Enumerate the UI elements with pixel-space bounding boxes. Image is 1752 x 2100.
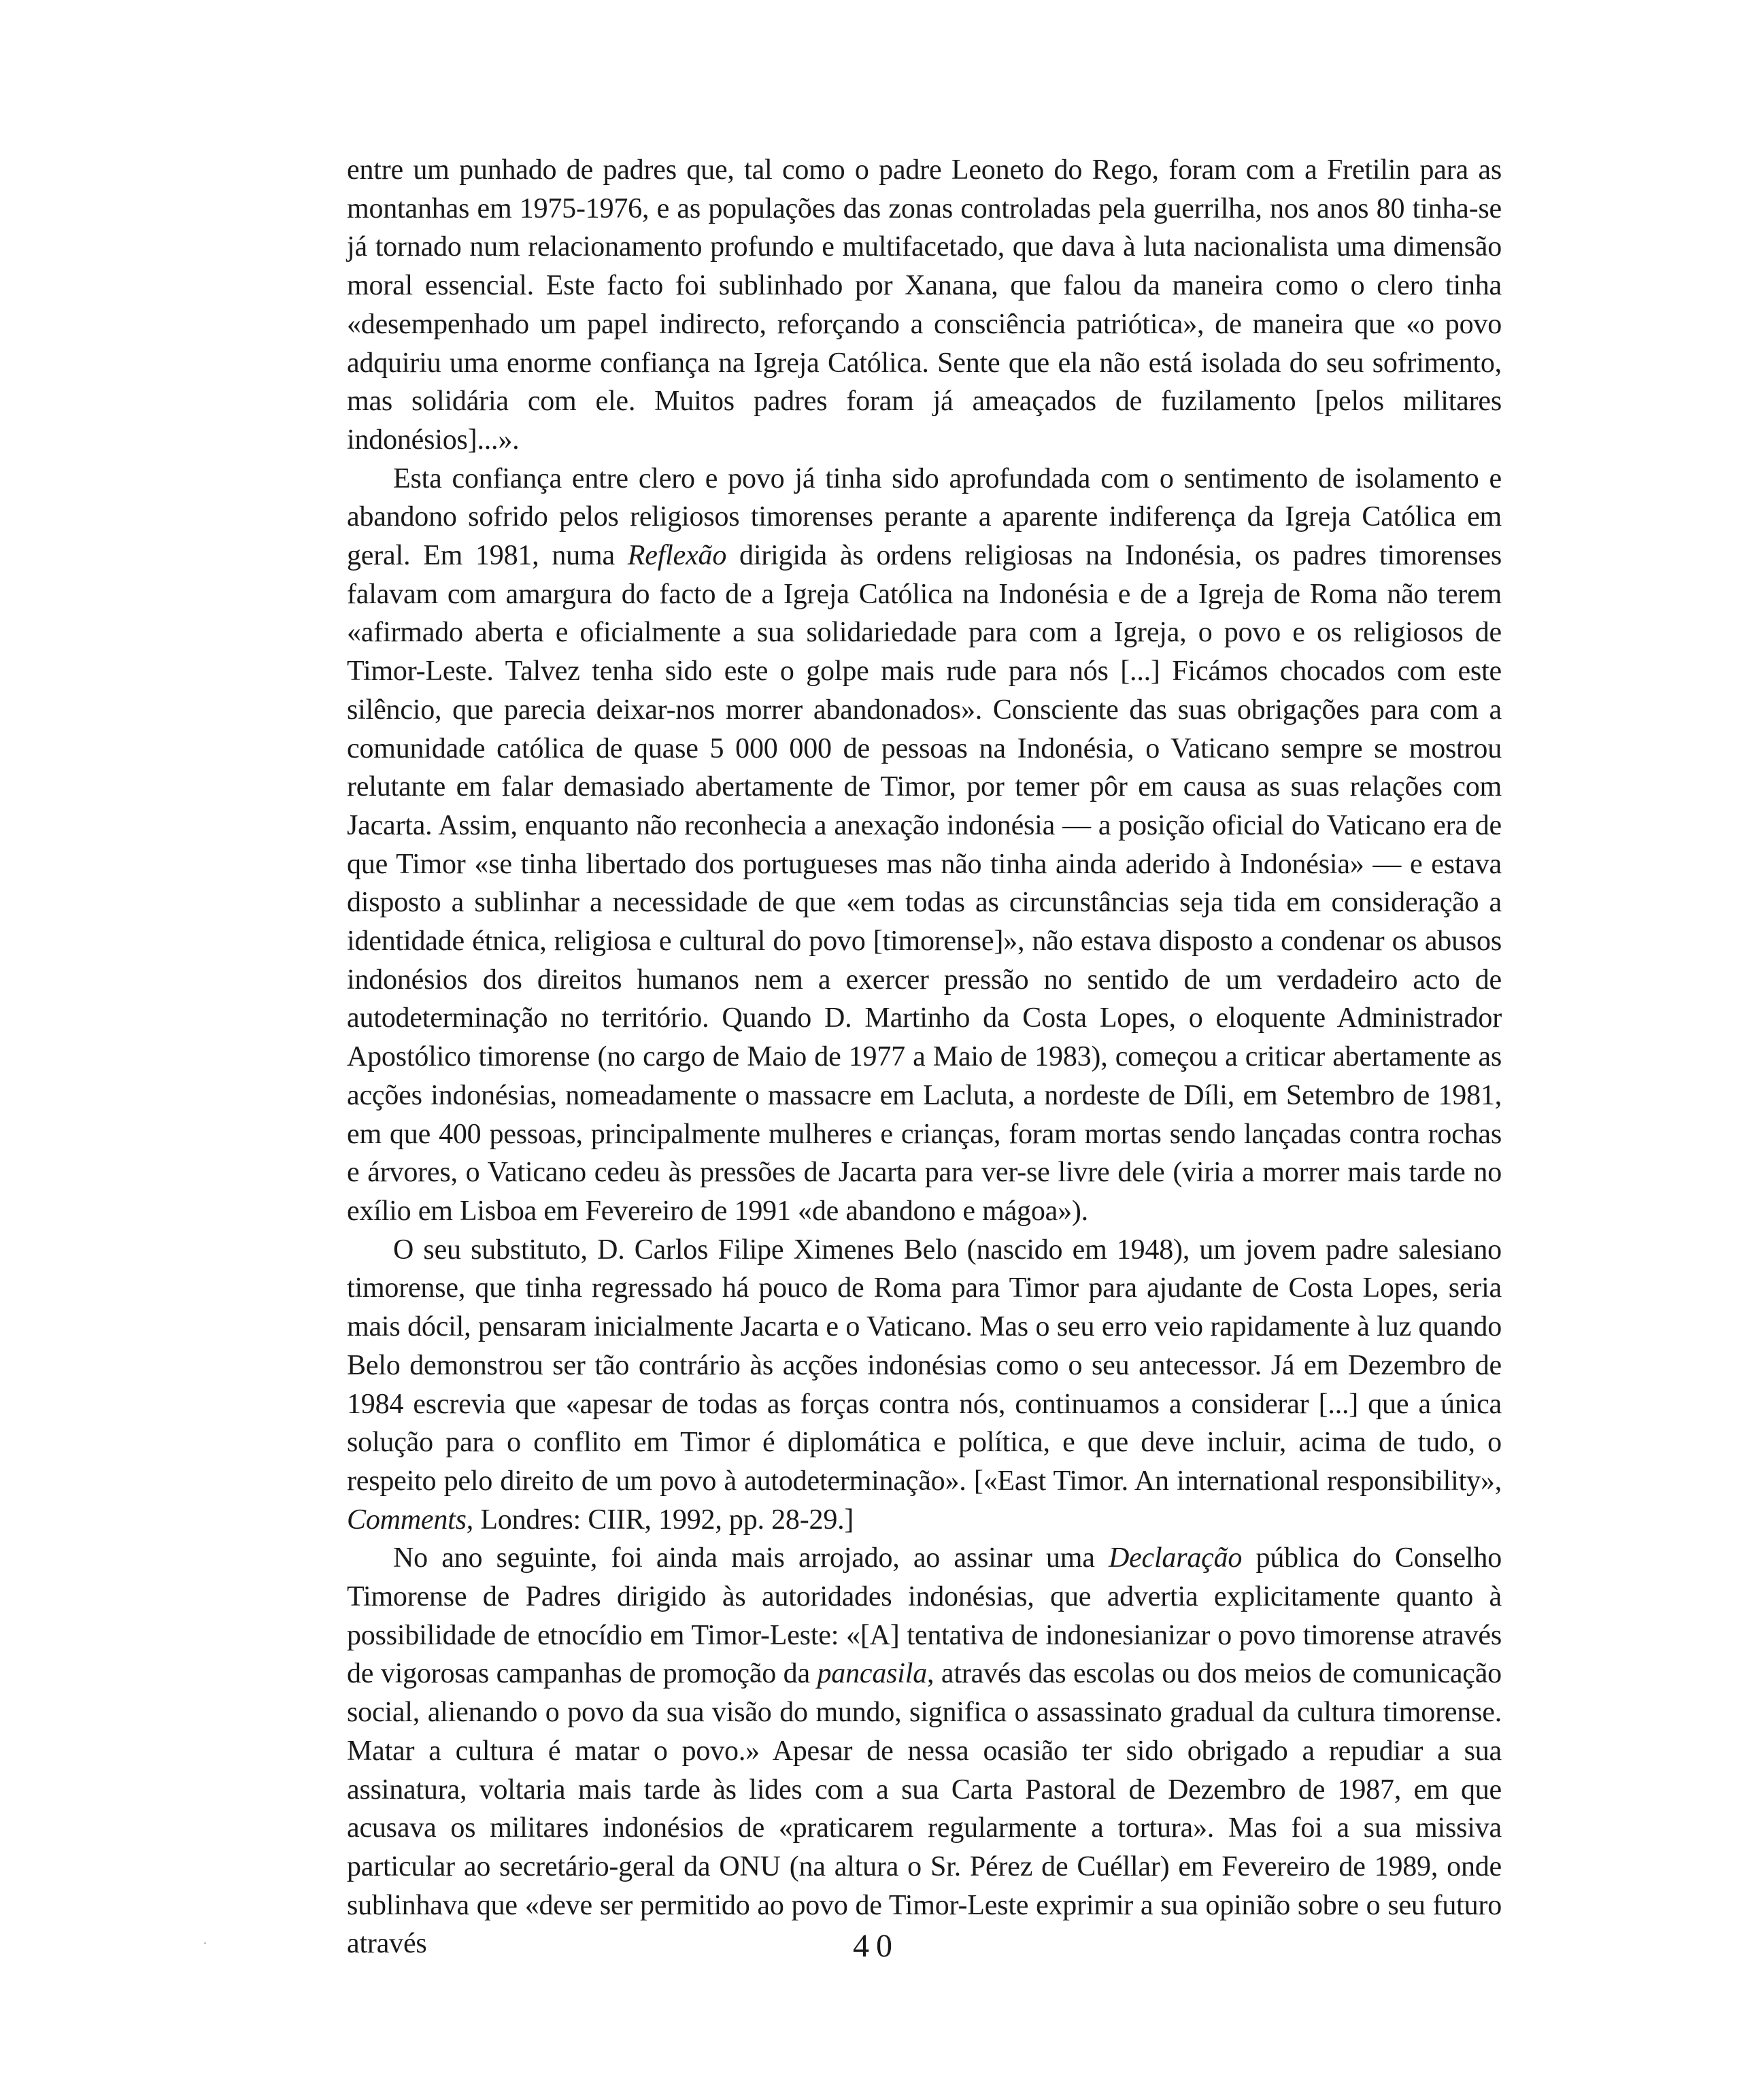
paragraph-3 [347,1231,1502,1540]
italic-term-pancasila: pancasila [817,1658,928,1690]
paragraph-4-text-c: , através das escolas ou dos meios de comunicação social, alienando o povo da sua visão do mundo, significa o assassinato gradual da cultura timorense. Matar a cultura é matar o povo.» Apesar de nessa ocasião ter sido obrigado a repudiar a sua assinatura, voltaria mais tarde às lides com a sua Carta Pastoral de Dezembro de 1987, em que acusava os militares indonésios de «praticarem regularmente a tortura». Mas foi a sua missiva particular ao secretário-geral da ONU (na altura o Sr. Pérez de Cuéllar) em Fevereiro de 1989, onde sublinhava que «deve ser permitido ao povo de Timor-Leste exprimir a sua opinião sobre o seu futuro através [347,1658,1502,1960]
paragraph-2-text-b: dirigida às ordens religiosas na Indonésia, os padres timorenses falavam com amargura do facto de a Igreja Católica na Indonésia e de a Igreja de Roma não terem «afirmado aberta e oficialmente a sua solidariedade para com a Igreja, o povo e os religiosos de Timor-Leste. Talvez tenha sido este o golpe mais rude para nós [...] Ficámos chocados com este silêncio, que parecia deixar-nos morrer abandonados». Consciente das suas obrigações para com a comunidade católica de quase 5 000 000 de pessoas na Indonésia, o Vaticano sempre se mostrou relutante em falar demasiado abertamente de Timor, por temer pôr em causa as suas relações com Jacarta. Assim, enquanto não reconhecia a anexação indonésia — a posição oficial do Vaticano era de que Timor «se tinha libertado dos portugueses mas não tinha ainda aderido à Indonésia» — e estava disposto a sublinhar a necessidade de que «em todas as circunstâncias seja tida em consideração a identidade étnica, religiosa e cultural do povo [timorense]», não estava disposto a condenar os abusos indonésios dos direitos humanos nem a exercer pressão no sentido de um verdadeiro acto de autodeterminação no território. Quando D. Martinho da Costa Lopes, o eloquente Administrador Apostólico timorense (no cargo de Maio de 1977 a Maio de 1983), começou a criticar abertamente as acções indonésias, nomeadamente o massacre em Lacluta, a nordeste de Díli, em Setembro de 1981, em que 400 pessoas, principalmente mulheres e crianças, foram mortas sendo lançadas contra rochas e árvores, o Vaticano cedeu às pressões de Jacarta para ver-se livre dele (viria a morrer mais tarde no exílio em Lisboa em Fevereiro de 1991 «de abandono e mágoa»). [347,540,1502,1227]
paragraph-4-text-a: No ano seguinte, foi ainda mais arrojado, ao assinar uma [393,1542,1109,1574]
page-number: 40 [853,1928,899,1964]
italic-term-reflexao: Reflexão [627,540,727,572]
paragraph-4 [347,1539,1502,1963]
paragraph-1-text: entre um punhado de padres que, tal como o padre Leoneto do Rego, foram com a Fretilin para as montanhas em 1975-1976, e as populações das zonas controladas pela guerrilha, nos anos 80 tinha-se já tornado num relacionamento profundo e multifacetado, que dava à luta nacionalista uma dimensão moral essencial. Este facto foi sublinhado por Xanana, que falou da maneira como o clero tinha «desempenhado um papel indirecto, reforçando a consciência patriótica», de maneira que «o povo adquiriu uma enorme confiança na Igreja Católica. Sente que ela não está isolada do seu sofrimento, mas solidária com ele. Muitos padres foram já ameaçados de fuzilamento [pelos militares indonésios]...». [347,154,1502,456]
paragraph-2-text-a: Esta confiança entre clero e povo já tinha sido aprofundada com o sentimento de isolamento e abandono sofrido pelos religiosos timorenses perante a aparente indiferença da Igreja Católica em geral. Em 1981, numa [347,462,1502,572]
italic-term-declaracao: Declaração [1108,1542,1243,1574]
paragraph-3-text-a: O seu substituto, D. Carlos Filipe Ximenes Belo (nascido em 1948), um jovem padre salesiano timorense, que tinha regressado há pouco de Roma para Timor para ajudante de Costa Lopes, seria mais dócil, pensaram inicialmente Jacarta e o Vaticano. Mas o seu erro veio rapidamente à luz quando Belo demonstrou ser tão contrário às acções indonésias como o seu antecessor. Já em Dezembro de 1984 escrevia que «apesar de todas as forças contra nós, continuamos a considerar [...] que a única solução para o conflito em Timor é diplomática e política, e que deve incluir, acima de tudo, o respeito pelo direito de um povo à autodeterminação». [«East Timor. An international responsibility», [347,1234,1502,1497]
paragraph-2 [347,460,1502,1231]
paragraph-4-text-b: pública do Conselho Timorense de Padres dirigido às autoridades indonésias, que advertia explicitamente quanto à possibilidade de etnocídio em Timor-Leste: «[A] tentativa de indonesianizar o povo timorense através de vigorosas campanhas de promoção da [347,1542,1502,1690]
italic-term-comments: Comments [347,1504,467,1536]
body-text [347,151,1502,1963]
paragraph-1 [347,151,1502,460]
paragraph-3-text-b: , Londres: CIIR, 1992, pp. 28-29.] [466,1504,854,1536]
